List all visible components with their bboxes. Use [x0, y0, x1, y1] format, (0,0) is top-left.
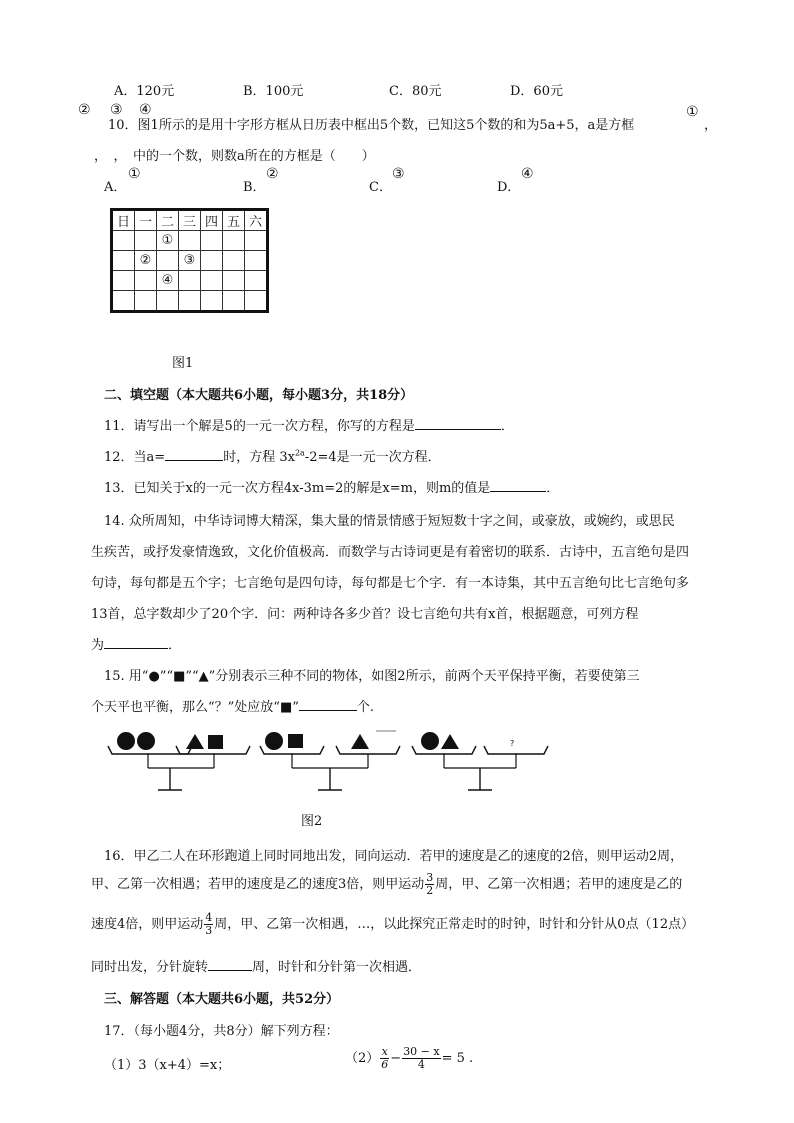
calendar-cell: [135, 271, 157, 291]
calendar-header-cell: 六: [245, 210, 268, 231]
q13-answer-blank: [490, 479, 546, 492]
q11: [104, 415, 514, 434]
q10-comma: ，: [704, 118, 718, 133]
q17-minus: −: [390, 1051, 402, 1066]
figure2-caption: 图2: [301, 814, 323, 829]
balance-pan-right: [336, 746, 400, 754]
calendar-row: [112, 271, 268, 291]
q12-answer-blank: [165, 448, 223, 461]
q10-option-b-label: B．: [243, 180, 266, 195]
calendar-cell: [112, 251, 135, 271]
balance-1: [108, 732, 250, 790]
triangle-object: [186, 734, 204, 749]
q12: [104, 446, 441, 465]
q14-line2: 生疾苦，或抒发豪情逸致，文化价值极高．而数学与古诗词更是有着密切的联系．古诗中，五言绝句是四: [91, 545, 690, 560]
q10-option-a-circle: ①: [128, 166, 141, 182]
calendar-row: [112, 291, 268, 312]
q11-answer-blank: [415, 417, 501, 430]
q15-line1: 15. 用“●”“■”“▲”分别表示三种不同的物体，如图2所示，前两个天平保持平衡，若要使第三: [104, 669, 640, 684]
calendar-header-cell: 五: [223, 210, 245, 231]
q14-last-end: ．: [168, 638, 182, 653]
fraction-numerator: 30 − x: [403, 1045, 440, 1058]
calendar-cell: [245, 251, 268, 271]
calendar-row: [112, 231, 268, 251]
calendar-cell: [245, 271, 268, 291]
q12-text-b: 时，方程 3x: [223, 450, 295, 465]
calendar-cell: [135, 291, 157, 312]
calendar-cell: ③: [179, 251, 201, 271]
calendar-cell: [157, 291, 179, 312]
q9-option-b: B．100元: [243, 84, 304, 99]
q15-line2-b: 个.: [356, 700, 375, 715]
q14-last-prefix: 为: [91, 638, 105, 653]
calendar-cell: [223, 231, 245, 251]
square-object: [288, 734, 303, 748]
balance-pan-right: [484, 746, 548, 754]
calendar-cell: [112, 231, 135, 251]
q16-line2-a: 甲、乙第一次相遇；若甲的速度是乙的速度3倍，则甲运动: [91, 877, 425, 892]
q10-circle-2-top: ②: [78, 102, 91, 118]
calendar-cell: [135, 231, 157, 251]
q10-circle-1: ①: [686, 104, 699, 120]
q9-option-d: D．60元: [510, 84, 563, 99]
calendar-cell: [223, 251, 245, 271]
fraction-denominator: 4: [417, 1058, 425, 1071]
q17-intro: 17．（每小题4分，共8分）解下列方程：: [104, 1024, 339, 1039]
q16-line3-a: 速度4倍，则甲运动: [91, 917, 204, 932]
q13-end: ．: [546, 481, 560, 496]
fraction-denominator: 2: [426, 884, 434, 897]
q10-option-d-label: D．: [497, 180, 521, 195]
calendar-cell: ②: [135, 251, 157, 271]
q16-line3: [91, 908, 694, 942]
q16-fraction-4-3: [204, 912, 213, 937]
figure2-balances: [100, 726, 610, 798]
calendar-header-cell: 一: [135, 210, 157, 231]
calendar-cell: [179, 291, 201, 312]
q13-text: 13．已知关于x的一元一次方程4x-3m=2的解是x=m，则m的值是: [104, 481, 491, 496]
q16-line4: [91, 956, 421, 975]
q14-answer-blank: [104, 636, 168, 649]
calendar-header-cell: 日: [112, 210, 135, 231]
q17-part2-label: （2）: [345, 1051, 380, 1066]
circle-object: [421, 732, 439, 750]
q11-end: ．: [500, 419, 514, 434]
section3-title: 三、解答题（本大题共6小题，共52分）: [104, 992, 340, 1007]
figure1-caption: 图1: [172, 356, 194, 371]
fraction-denominator: 6: [381, 1058, 389, 1071]
q9-option-a: A．120元: [114, 84, 175, 99]
balance-2: [260, 731, 400, 790]
q15-line2: [91, 696, 374, 715]
circle-object: [137, 732, 155, 750]
calendar-header-cell: 二: [157, 210, 179, 231]
fraction-numerator: 3: [426, 871, 434, 884]
q17-part1: （1）3（x+4）=x；: [104, 1058, 231, 1073]
calendar-cell: [245, 291, 268, 312]
calendar-cell: [201, 291, 223, 312]
q12-exponent: 2a: [294, 448, 305, 458]
calendar-row: [112, 251, 268, 271]
calendar-cell: [245, 231, 268, 251]
q17-part2-end: = 5 .: [441, 1051, 474, 1066]
calendar-cell: [157, 251, 179, 271]
q16-line4-b: 周，时针和分针第一次相遇．: [252, 960, 422, 975]
circle-object: [265, 732, 283, 750]
q16-line2-b: 周，甲、乙第一次相遇；若甲的速度是乙的: [435, 877, 683, 892]
q13: [104, 477, 559, 496]
calendar-figure: [110, 208, 269, 313]
q10-option-d-circle: ④: [521, 166, 534, 182]
q14-line4: 13首，总字数却少了20个字．问：两种诗各多少首？设七言绝句共有x首，根据题意，可列方程: [91, 607, 639, 622]
q10-option-c-label: C．: [369, 180, 392, 195]
q9-option-c: C．80元: [389, 84, 442, 99]
q17-fraction-30-minus-x-4: [402, 1046, 440, 1071]
q12-text-c: -2=4是一元一次方程．: [304, 450, 441, 465]
section2-title: 二、填空题（本大题共6小题，每小题3分，共18分）: [104, 388, 414, 403]
calendar-cell: [112, 291, 135, 312]
q14-line5: [91, 634, 181, 653]
q16-line4-a: 同时出发，分针旋转: [91, 960, 209, 975]
fraction-numerator: 4: [205, 911, 213, 924]
q10-circle-4-top: ④: [139, 102, 152, 118]
calendar-cell: ④: [157, 271, 179, 291]
calendar-cell: [112, 271, 135, 291]
q10-option-c-circle: ③: [392, 166, 405, 182]
q12-text-a: 12．当a=: [104, 450, 166, 465]
q14-line3: 句诗，每句都是五个字；七言绝句是四句诗，每句都是七个字．有一本诗集，其中五言绝句比七言绝句多: [91, 576, 690, 591]
q16-line3-b: 周，甲、乙第一次相遇，…，以此探究正常走时的时钟，时针和分针从0点（12点）: [214, 917, 695, 932]
q16-line2: [91, 868, 682, 902]
q16-line1: 16．甲乙二人在环形跑道上同时同地出发，同向运动．若甲的速度是乙的速度的2倍，则甲运动2周，: [104, 849, 684, 864]
calendar-cell: [179, 231, 201, 251]
q16-answer-blank: [208, 958, 252, 971]
square-object: [208, 735, 223, 749]
circle-object: [117, 732, 135, 750]
calendar-header-cell: 三: [179, 210, 201, 231]
q10-line1: 10．图1所示的是用十字形方框从日历表中框出5个数，已知这5个数的和为5a+5，a是方框: [108, 118, 635, 133]
q14-line1: 14. 众所周知，中华诗词博大精深，集大量的情景情感于短短数十字之间，或豪放，或婉约，或思民: [104, 514, 675, 529]
calendar-cell: [201, 271, 223, 291]
calendar-cell: [201, 251, 223, 271]
calendar-cell: [223, 291, 245, 312]
q17-fraction-x-6: [380, 1046, 389, 1071]
q15-answer-blank: [299, 698, 357, 711]
calendar-header-cell: 四: [201, 210, 223, 231]
calendar-header-row: [112, 210, 268, 231]
q10-option-a-label: A．: [104, 180, 127, 195]
fraction-denominator: 3: [205, 924, 213, 937]
q15-line2-a: 个天平也平衡，那么“？”处应放“■”: [91, 700, 299, 715]
q10-circle-3-top: ③: [110, 102, 123, 118]
q10-line2: ， ， 中的一个数，则数a所在的方框是（ ）: [94, 149, 375, 164]
q17-part2: [345, 1042, 473, 1076]
q10-option-b-circle: ②: [266, 166, 279, 182]
q11-text: 11．请写出一个解是5的一元一次方程，你写的方程是: [104, 419, 415, 434]
calendar-cell: [223, 271, 245, 291]
triangle-object: [441, 734, 459, 749]
balance-3: [412, 732, 548, 790]
q16-fraction-3-2: [425, 872, 434, 897]
triangle-object: [351, 734, 369, 749]
calendar-cell: [179, 271, 201, 291]
calendar-cell: ①: [157, 231, 179, 251]
fraction-numerator: x: [381, 1045, 388, 1058]
question-mark: ?: [510, 739, 515, 748]
calendar-cell: [201, 231, 223, 251]
